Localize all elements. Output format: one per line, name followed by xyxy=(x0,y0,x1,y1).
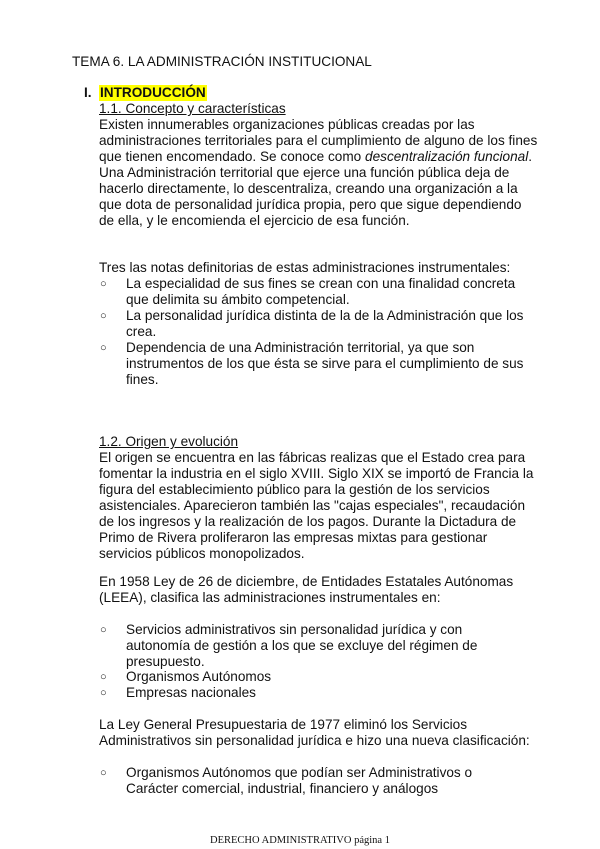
circle-bullet-icon: ○ xyxy=(100,342,107,354)
list-item: ○ Organismos Autónomos xyxy=(100,669,272,684)
subsection-heading-1-2: 1.2. Origen y evolución xyxy=(99,434,239,449)
circle-bullet-icon: ○ xyxy=(100,310,107,322)
page-footer: DERECHO ADMINISTRATIVO página 1 xyxy=(210,835,390,846)
circle-bullet-icon: ○ xyxy=(100,767,107,779)
paragraph-leea: En 1958 Ley de 26 de diciembre, de Entidades Estatales Autónomas (LEEA), clasifica las administraciones instrumentales en: xyxy=(99,574,514,605)
emphasis-descentralizacion: descentralización funcional xyxy=(365,149,529,164)
subsection-heading-1-1: 1.1. Concepto y características xyxy=(99,101,286,116)
list-item: ○ Servicios administrativos sin personalidad jurídica y con autonomía de gestión a los que se excluye del régimen de presupuesto. xyxy=(100,622,478,669)
section-title: INTRODUCCIÓN xyxy=(100,85,206,100)
circle-bullet-icon: ○ xyxy=(100,687,107,699)
circle-bullet-icon: ○ xyxy=(100,624,107,636)
paragraph-origen: El origen se encuentra en las fábricas realizas que el Estado crea para fomentar la industria en el siglo XVIII. Siglo XIX se importó de Francia la figura del establecimiento público para la gestión de los servicios asistenciales. Aparecieron también las "cajas especiales", recaudación de los ingresos y la realización de los pagos. Durante la Dictadura de Primo de Rivera proliferaron las empresas mixtas para gestionar servicios públicos monopolizados. xyxy=(99,450,534,561)
circle-bullet-icon: ○ xyxy=(100,671,107,683)
paragraph-concept: Existen innumerables organizaciones públicas creadas por las administraciones territoriales para el cumplimiento de alguno de los fines que tienen encomendado. Se conoce como descentralización funcional. Una Administración territorial que ejerce una función pública deja de hacerlo directamente, lo descentraliza, creando una organización a la que dota de personalidad jurídica propia, pero que sigue dependiendo de ella, y le encomienda el ejercicio de esa función. xyxy=(99,117,538,228)
list-item: ○ Empresas nacionales xyxy=(100,685,256,700)
list-item: ○ La personalidad jurídica distinta de la de la Administración que los crea. xyxy=(100,308,524,339)
section-number: I. xyxy=(84,85,92,100)
document-title: TEMA 6. LA ADMINISTRACIÓN INSTITUCIONAL xyxy=(72,54,372,69)
list-item: ○ Dependencia de una Administración territorial, ya que son instrumentos de los que ésta se sirve para el cumplimiento de sus fines. xyxy=(100,340,524,387)
paragraph-lgp: La Ley General Presupuestaria de 1977 eliminó los Servicios Administrativos sin personalidad jurídica e hizo una nueva clasificación: xyxy=(99,717,530,748)
list-item: ○ La especialidad de sus fines se crean con una finalidad concreta que delimita su ámbito competencial. xyxy=(100,276,516,307)
paragraph-notas: Tres las notas definitorias de estas administraciones instrumentales: xyxy=(99,260,511,275)
list-item: ○ Organismos Autónomos que podían ser Administrativos o Carácter comercial, industrial, financiero y análogos xyxy=(100,765,473,796)
circle-bullet-icon: ○ xyxy=(100,278,107,290)
